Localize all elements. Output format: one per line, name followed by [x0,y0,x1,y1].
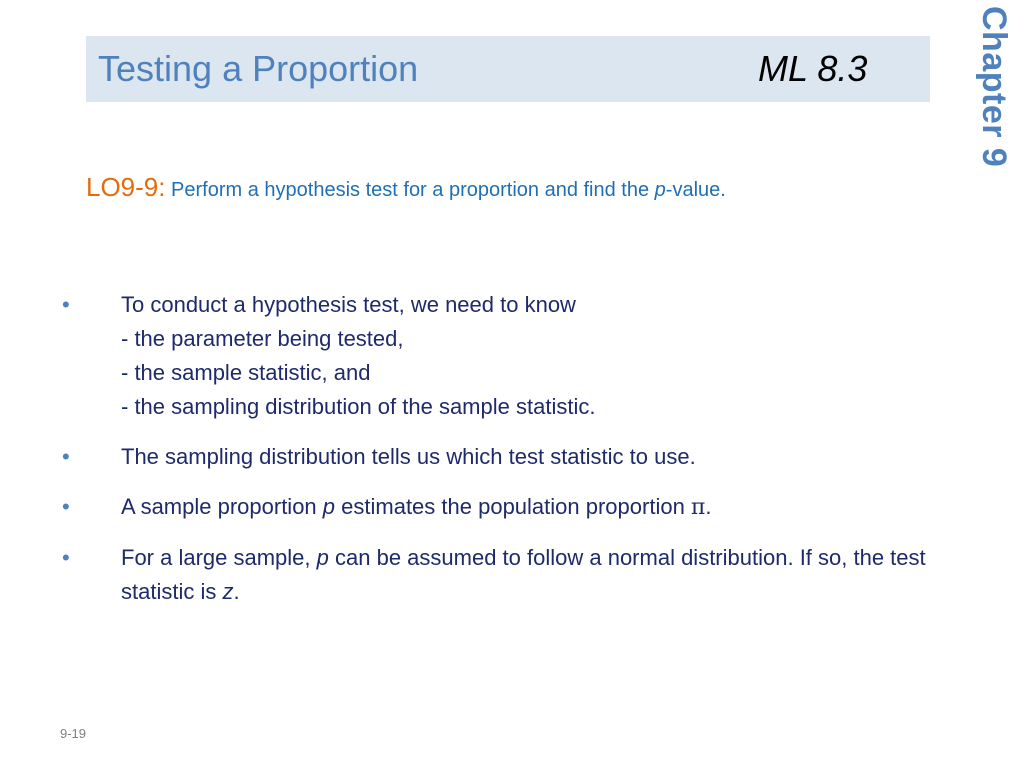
objective-code: LO9-9: [86,172,166,202]
chapter-label: Chapter 9 [975,6,1013,168]
bullet-italic-p: p [316,545,329,570]
bullet-item-large-sample [62,541,962,609]
bullet-text-before: For a large sample, [121,545,317,570]
bullet-icon: • [62,494,70,519]
bullet-icon: • [62,444,70,469]
objective-italic-p: p [654,179,666,201]
bullet-item-hypothesis-test [62,288,962,424]
pi-symbol: π [690,495,706,520]
slide-title: Testing a Proportion [98,48,419,89]
bullet-text-middle: can be assumed to follow a normal distribution. If so, the test statistic is [121,545,926,604]
objective-text [166,179,726,201]
title-code: ML 8.3 [758,48,868,89]
bullet-line: - the sampling distribution of the sample statistic. [121,394,596,419]
bullet-italic-z: z [222,579,234,604]
bullet-italic-p: p [322,494,336,519]
objective-text-before: Perform a hypothesis test for a proportion and find the [165,179,655,201]
page-number: 9-19 [60,726,87,741]
bullet-icon: • [62,292,70,317]
bullet-list [62,288,962,625]
bullet-text-before: A sample proportion [121,494,323,519]
learning-objective [86,172,966,203]
bullet-line: - the parameter being tested, [121,326,404,351]
bullet-item-sampling-distribution [62,440,962,474]
bullet-text: The sampling distribution tells us which test statistic to use. [121,444,696,469]
bullet-icon: • [62,545,70,570]
objective-text-after: -value. [665,179,726,201]
title-bar [86,36,930,102]
bullet-text-after: . [233,579,240,604]
bullet-text-after: . [705,494,712,519]
bullet-text-middle: estimates the population proportion [335,494,691,519]
chapter-tab [970,6,1018,206]
bullet-line: To conduct a hypothesis test, we need to know [121,292,576,317]
bullet-line: - the sample statistic, and [121,360,371,385]
bullet-item-sample-proportion [62,490,962,525]
